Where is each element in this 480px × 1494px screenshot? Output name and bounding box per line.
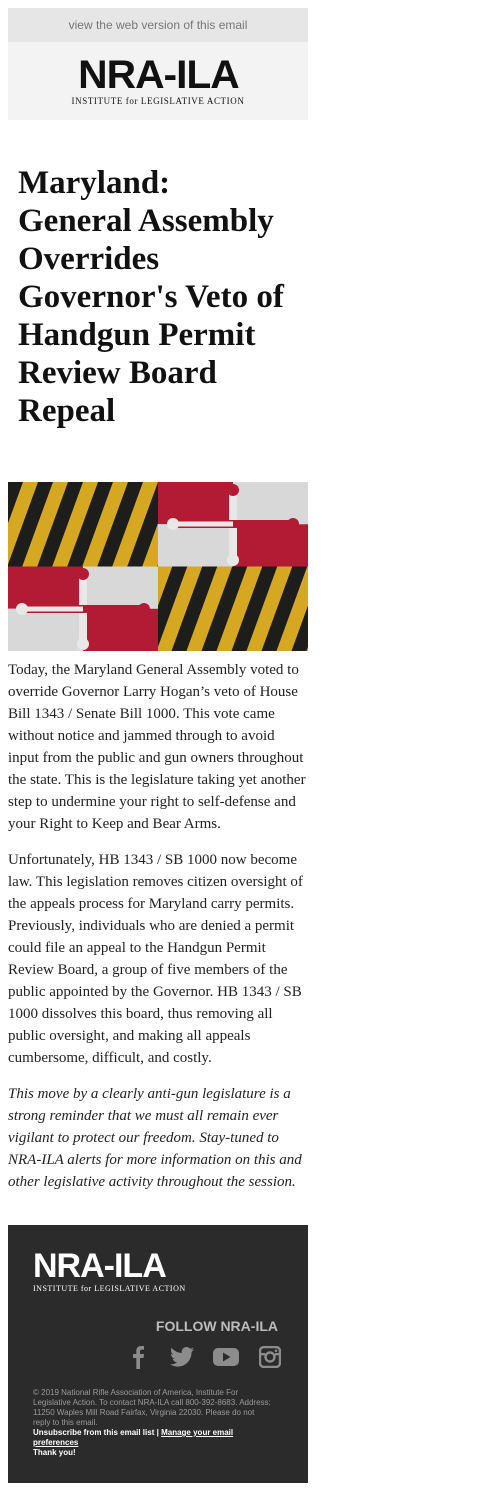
maryland-flag-image [8, 482, 308, 651]
article-paragraph-3: This move by a clearly anti-gun legislature is a strong reminder that we must all remain ever vigilant to protect our freedom. Stay-tuned to NRA-ILA alerts for more information on this and other legislative activity throughout the session. [8, 1086, 302, 1190]
unsubscribe-link[interactable]: Unsubscribe from this email list [33, 1428, 155, 1437]
twitter-icon[interactable] [160, 1343, 204, 1371]
article-title: Maryland: General Assembly Overrides Governor's Veto of Handgun Permit Review Board Repeal [18, 165, 284, 429]
flag-crossland-bottom-left [8, 567, 158, 652]
facebook-icon[interactable] [116, 1343, 160, 1371]
manage-preferences-link[interactable]: Manage your email preferences [33, 1428, 234, 1447]
footer-legal [33, 1388, 273, 1458]
email-footer [8, 1225, 308, 1483]
nra-ila-logo[interactable] [71, 53, 245, 106]
header-logo-area [8, 42, 308, 120]
email-container [8, 8, 308, 1483]
footer-nra-ila-logo[interactable] [33, 1247, 186, 1293]
web-version-link[interactable]: view the web version of this email [68, 18, 248, 32]
logo-sub-text: INSTITUTE for LEGISLATIVE ACTION [71, 96, 245, 106]
web-version-bar [8, 8, 308, 42]
link-separator: | [156, 1428, 159, 1437]
article-paragraph-1: Today, the Maryland General Assembly voted to override Governor Larry Hogan’s veto of House Bill 1343 / Senate Bill 1000. This vote came without notice and jammed through to avoid input from the public and gun owners throughout the state. This is the legislature taking yet another step to undermine your right to self-defense and your Right to Keep and Bear Arms. [8, 662, 306, 832]
article-body [8, 659, 308, 1193]
flag-crossland-top-right [158, 482, 308, 567]
instagram-icon[interactable] [248, 1343, 292, 1371]
flag-calvert-bottom-right [158, 567, 308, 652]
article-paragraph-2: Unfortunately, HB 1343 / SB 1000 now become law. This legislation removes citizen oversight of the appeals process for Maryland carry permits. Previously, individuals who are denied a permit could file an appeal to the Handgun Permit Review Board, a group of five members of the public appointed by the Governor. HB 1343 / SB 1000 dissolves this board, thus removing all public oversight, and making all appeals cumbersome, difficult, and costly. [8, 852, 303, 1066]
youtube-icon[interactable] [204, 1343, 248, 1371]
social-links [116, 1343, 292, 1371]
footer-logo-sub-text: INSTITUTE for LEGISLATIVE ACTION [33, 1284, 186, 1293]
follow-label: FOLLOW NRA-ILA [155, 1318, 278, 1334]
footer-logo-main-text: NRA-ILA [33, 1247, 166, 1285]
flag-calvert-top-left [8, 482, 158, 567]
thank-you-text: Thank you! [33, 1448, 76, 1457]
legal-text: © 2019 National Rifle Association of America, Institute For Legislative Action. To contact NRA-ILA call 800-392-8683. Address: 11250 Waples Mill Road Fairfax, Virginia 22030. Please do not reply to this email. [33, 1388, 271, 1427]
logo-main-text: NRA-ILA [77, 53, 239, 97]
